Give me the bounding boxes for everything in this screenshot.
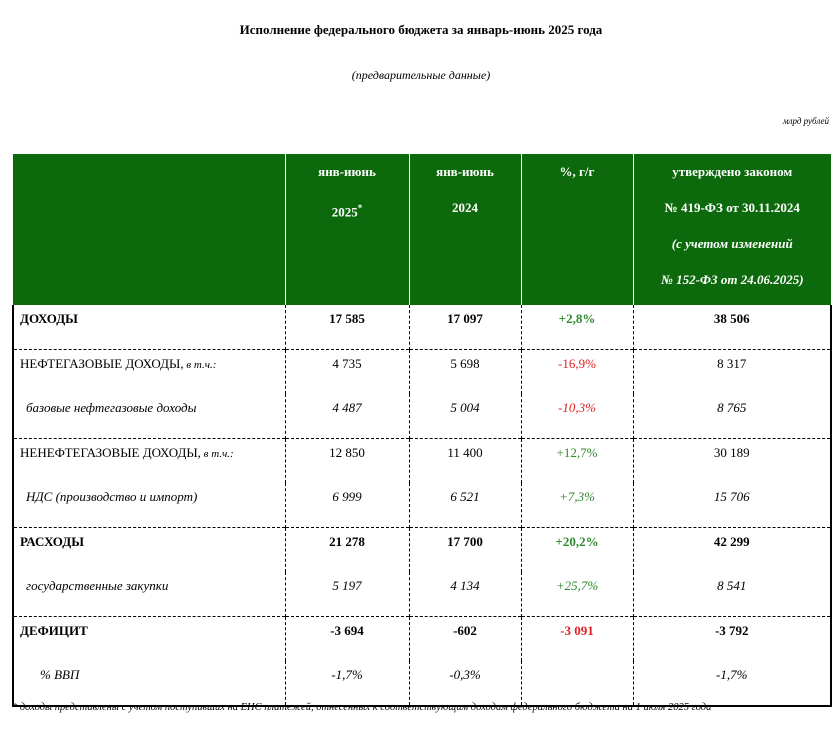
header-col-law-line1: утверждено законом — [672, 164, 793, 179]
row-label-text: НЕФТЕГАЗОВЫЕ ДОХОДЫ, — [20, 356, 184, 371]
table-row — [13, 305, 831, 350]
cell-2024: -0,3% — [409, 661, 521, 706]
cell-law: -3 792 — [633, 617, 831, 662]
row-label: % ВВП — [13, 661, 285, 706]
header-col-2024-line1: янв-июнь — [436, 164, 494, 179]
header-col-law-line3: (с учетом изменений — [671, 236, 793, 251]
header-col-2025-line2 — [286, 190, 409, 230]
row-label: ДОХОДЫ — [13, 305, 285, 350]
table-row — [13, 350, 831, 395]
cell-2024: 6 521 — [409, 483, 521, 528]
cell-law: 38 506 — [633, 305, 831, 350]
header-col-2025-line1: янв-июнь — [318, 164, 376, 179]
page-title: Исполнение федерального бюджета за январь-июнь 2025 года — [239, 22, 603, 37]
header-col-2025-year: 2025 — [331, 204, 358, 220]
cell-law: 8 541 — [633, 572, 831, 617]
table-row — [13, 439, 831, 484]
row-label-suffix: в т.ч.: — [200, 448, 234, 460]
cell-yoy: -16,9% — [521, 350, 633, 395]
footnote: * доходы представлены с учетом поступивших на ЕНС платежей, отнесенных к соответствующим доходам федерального бюджета на 1 июля 2025 года — [12, 702, 712, 713]
row-label-text: НЕНЕФТЕГАЗОВЫЕ ДОХОДЫ, — [20, 445, 201, 460]
cell-law: 8 765 — [633, 394, 831, 439]
header-col-yoy-label: %, г/г — [559, 164, 595, 179]
cell-2024: 17 700 — [409, 528, 521, 573]
cell-law: 8 317 — [633, 350, 831, 395]
cell-yoy — [521, 661, 633, 706]
page-subtitle: (предварительные данные) — [351, 68, 491, 82]
table-row — [13, 572, 831, 617]
cell-2025: -3 694 — [285, 617, 409, 662]
cell-2024: 4 134 — [409, 572, 521, 617]
cell-2025: 5 197 — [285, 572, 409, 617]
cell-2025: 4 735 — [285, 350, 409, 395]
header-col-law-line4: № 152-ФЗ от 24.06.2025) — [660, 272, 804, 287]
header-empty-cell — [13, 154, 285, 305]
table-row — [13, 483, 831, 528]
cell-yoy: +7,3% — [521, 483, 633, 528]
cell-law: 15 706 — [633, 483, 831, 528]
cell-yoy: +2,8% — [521, 305, 633, 350]
cell-2025: 21 278 — [285, 528, 409, 573]
header-col-2024-line2: 2024 — [452, 200, 478, 215]
table-row — [13, 661, 831, 706]
cell-2024: 17 097 — [409, 305, 521, 350]
cell-yoy: -3 091 — [521, 617, 633, 662]
units-label: млрд рублей — [782, 116, 829, 126]
cell-2025: -1,7% — [285, 661, 409, 706]
header-col-law — [633, 154, 831, 305]
cell-2024: 5 698 — [409, 350, 521, 395]
table-row — [13, 528, 831, 573]
table-row — [13, 394, 831, 439]
row-label — [13, 439, 285, 484]
header-col-2025 — [285, 154, 409, 305]
table-header-row — [13, 154, 831, 305]
cell-2025: 12 850 — [285, 439, 409, 484]
cell-2024: 5 004 — [409, 394, 521, 439]
cell-yoy: +25,7% — [521, 572, 633, 617]
row-label — [13, 350, 285, 395]
footnote-marker: * — [357, 203, 363, 213]
row-label-suffix: в т.ч.: — [183, 359, 217, 371]
cell-law: 42 299 — [633, 528, 831, 573]
cell-yoy: +20,2% — [521, 528, 633, 573]
row-label: базовые нефтегазовые доходы — [13, 394, 285, 439]
row-label: ДЕФИЦИТ — [13, 617, 285, 662]
header-col-2024 — [409, 154, 521, 305]
header-col-law-line2: № 419-ФЗ от 30.11.2024 — [664, 200, 800, 215]
table-row — [13, 617, 831, 662]
row-label: НДС (производство и импорт) — [13, 483, 285, 528]
cell-yoy: -10,3% — [521, 394, 633, 439]
header-col-yoy — [521, 154, 633, 305]
cell-yoy: +12,7% — [521, 439, 633, 484]
cell-2025: 6 999 — [285, 483, 409, 528]
cell-2025: 4 487 — [285, 394, 409, 439]
cell-2024: -602 — [409, 617, 521, 662]
cell-2024: 11 400 — [409, 439, 521, 484]
cell-law: -1,7% — [633, 661, 831, 706]
row-label: РАСХОДЫ — [13, 528, 285, 573]
row-label: государственные закупки — [13, 572, 285, 617]
cell-law: 30 189 — [633, 439, 831, 484]
cell-2025: 17 585 — [285, 305, 409, 350]
budget-table — [12, 154, 832, 707]
